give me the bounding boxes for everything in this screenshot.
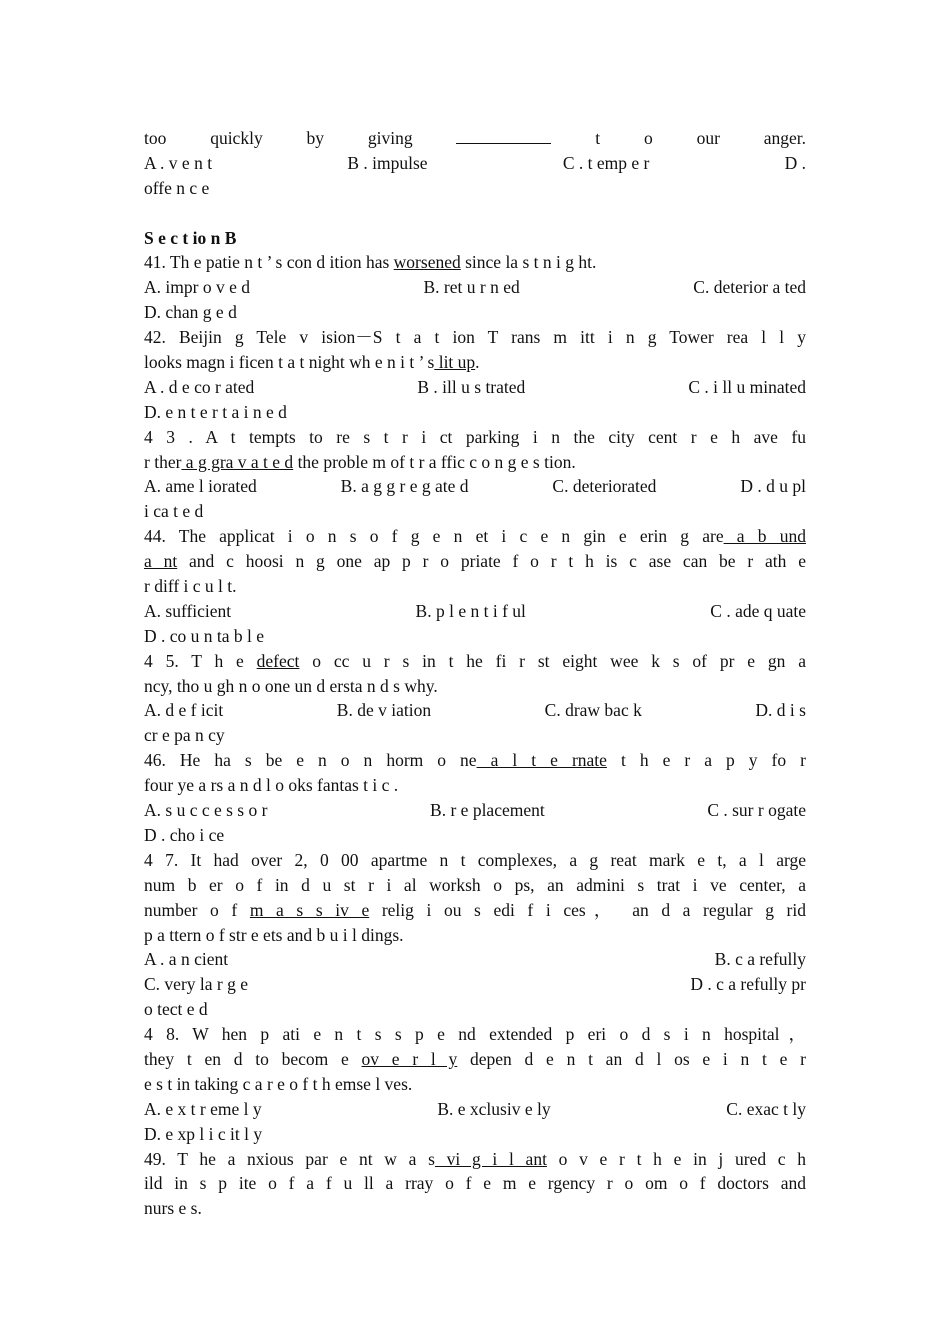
question-text: p a ttern o f str e ets and b u i l dings. xyxy=(144,924,404,945)
question-text: 4 3 . A t tempts to re s t r i ct parking i n the city cent r e h ave fu xyxy=(144,426,806,447)
underlined-target-word: lit up xyxy=(434,352,476,373)
answer-blank xyxy=(456,128,551,144)
question-q49 xyxy=(144,1147,806,1222)
option-tail: D. e xp l i c it l y xyxy=(144,1123,263,1144)
answer-option: A. s u c c e s s o r xyxy=(144,800,268,821)
answer-option: B. c a refully xyxy=(714,949,806,970)
answer-option: A . d e co r ated xyxy=(144,376,255,397)
question-text: e s t in taking c a r e o f t h emse l ves. xyxy=(144,1073,413,1094)
question-text-line xyxy=(144,1147,806,1172)
underlined-target-word: worsened xyxy=(393,252,461,273)
question-text: o v e r t h e in j ured c h xyxy=(546,1148,806,1169)
question-text: they t en d to becom e xyxy=(144,1048,362,1069)
question-text: and c hoosi n g one ap p r o priate f o r t h is c ase can be r ath e xyxy=(177,551,807,572)
options-row xyxy=(144,798,806,823)
question-text-line xyxy=(144,748,806,773)
question-list xyxy=(144,250,806,1221)
options-row xyxy=(144,275,806,300)
question-text: num b er o f in d u st r i al worksh o ps, an admini s trat i ve center, a xyxy=(144,874,806,895)
question-q48 xyxy=(144,1022,806,1146)
question-text-line xyxy=(144,350,806,375)
document-content xyxy=(144,126,806,1221)
answer-option: A. e x t r eme l y xyxy=(144,1098,262,1119)
carryover-stem xyxy=(144,126,806,151)
question-text-line xyxy=(144,1196,806,1221)
question-text: . xyxy=(475,352,480,373)
option-b: B . impulse xyxy=(347,152,428,173)
stem-text: too quickly by giving xyxy=(144,128,413,148)
answer-option: A. ame l iorated xyxy=(144,476,257,497)
question-q42 xyxy=(144,325,806,425)
option-a: A . v e n t xyxy=(144,152,213,173)
answer-option: B. ret u r n ed xyxy=(423,277,520,298)
answer-option: A. sufficient xyxy=(144,600,232,621)
question-text-line xyxy=(144,425,806,450)
answer-option: D . c a refully pr xyxy=(690,974,806,995)
question-text: 42. Beijin g Tele v ision－S t a t ion T rans m itt i n g Tower rea l l y xyxy=(144,327,806,348)
question-text: 49. T he a nxious par e nt w a s xyxy=(144,1148,435,1169)
option-tail: D . co u n ta b l e xyxy=(144,625,265,646)
question-q44 xyxy=(144,524,806,648)
question-text: 4 5. T h e xyxy=(144,650,257,671)
answer-option: A. d e f icit xyxy=(144,700,224,721)
answer-option: C . ade q uate xyxy=(710,600,806,621)
answer-option: D. d i s xyxy=(755,700,806,721)
question-text: since la s t n i g ht. xyxy=(460,252,597,273)
question-text-line xyxy=(144,549,806,574)
underlined-target-word: defect xyxy=(256,650,300,671)
option-tail: D. chan g e d xyxy=(144,302,237,323)
answer-option: B. a g g r e g ate d xyxy=(340,476,469,497)
underlined-target-word: ov e r l y xyxy=(361,1048,458,1069)
question-text: nurs e s. xyxy=(144,1198,202,1219)
question-text: ncy, tho u gh n o one un d ersta n d s why. xyxy=(144,675,438,696)
question-text-line xyxy=(144,1171,806,1196)
underlined-target-word: m a s s iv e xyxy=(249,899,370,920)
question-text-line xyxy=(144,848,806,873)
question-text-line xyxy=(144,773,806,798)
answer-option: B. de v iation xyxy=(336,700,432,721)
option-tail: cr e pa n cy xyxy=(144,725,225,746)
options-row xyxy=(144,599,806,624)
answer-option: C. very la r g e xyxy=(144,974,248,995)
underlined-target-word: vi g i l ant xyxy=(434,1148,547,1169)
question-text: depen d e n t an d l os e i n t e r xyxy=(457,1048,806,1069)
option-tail: D. e n t e r t a i n e d xyxy=(144,401,287,422)
answer-option: D . d u pl xyxy=(740,476,806,497)
answer-option: B . ill u s trated xyxy=(417,376,526,397)
question-q43 xyxy=(144,425,806,525)
question-q45 xyxy=(144,649,806,749)
option-tail: i ca t e d xyxy=(144,501,204,522)
options-row xyxy=(144,698,806,723)
carryover-options xyxy=(144,151,806,176)
question-text-line xyxy=(144,898,806,923)
options-row xyxy=(144,972,806,997)
question-text-line xyxy=(144,649,806,674)
question-text: relig i ou s edi f i ces， an d a regular g rid xyxy=(369,899,806,920)
question-text-line xyxy=(144,450,806,475)
question-text: number o f xyxy=(144,899,250,920)
question-text: 4 8. W hen p ati e n t s s p e nd extended p eri o d s i n hospital， xyxy=(144,1024,806,1045)
question-text: ild in s p ite o f a f u ll a rray o f e m e rgency r o om o f doctors and xyxy=(144,1173,806,1194)
question-text-line xyxy=(144,250,806,275)
question-text-line xyxy=(144,1072,806,1097)
question-q46 xyxy=(144,748,806,848)
answer-option: A. impr o v e d xyxy=(144,277,250,298)
option-c: C . t emp e r xyxy=(562,152,650,173)
underlined-target-word: a g gra v a t e d xyxy=(181,451,294,472)
spacer xyxy=(144,201,806,226)
question-text: r diff i c u l t. xyxy=(144,576,237,597)
underlined-target-word: a nt xyxy=(144,551,178,572)
answer-option: C. exac t ly xyxy=(726,1098,806,1119)
answer-option: C . i ll u minated xyxy=(688,376,806,397)
answer-option: C. draw bac k xyxy=(544,700,642,721)
stem-text: t o our anger. xyxy=(551,128,807,148)
question-text: 4 7. It had over 2, 0 00 apartme n t complexes, a g reat mark e t, a l arge xyxy=(144,849,806,870)
options-row xyxy=(144,1097,806,1122)
answer-option: B. p l e n t i f ul xyxy=(415,600,526,621)
option-tail: offe n c e xyxy=(144,177,210,198)
question-text-line xyxy=(144,325,806,350)
underlined-target-word: a l t e rnate xyxy=(476,750,607,771)
underlined-target-word: a b und xyxy=(723,526,806,547)
answer-option: A . a n cient xyxy=(144,949,229,970)
question-text: 44. The applicat i o n s o f g e n et i c e n gin e erin g are xyxy=(144,526,724,547)
option-tail: D . cho i ce xyxy=(144,824,225,845)
question-text: four ye a rs a n d l o oks fantas t i c . xyxy=(144,775,399,796)
option-tail: o tect e d xyxy=(144,999,208,1020)
question-q41 xyxy=(144,250,806,325)
options-row xyxy=(144,947,806,972)
question-text: t h e r a p y fo r xyxy=(606,750,806,771)
question-text: the proble m of t r a ffic c o n g e s tion. xyxy=(293,451,576,472)
question-text-line xyxy=(144,923,806,948)
answer-option: C. deteriorated xyxy=(552,476,657,497)
question-text-line xyxy=(144,524,806,549)
answer-option: B. r e placement xyxy=(430,800,545,821)
question-text-line xyxy=(144,1047,806,1072)
option-d: D . xyxy=(784,152,806,173)
answer-option: C. deterior a ted xyxy=(693,277,806,298)
question-text: o cc u r s in t he fi r st eight wee k s of pr e gn a xyxy=(299,650,806,671)
question-q47 xyxy=(144,848,806,1022)
question-text-line xyxy=(144,674,806,699)
answer-option: B. e xclusiv e ly xyxy=(437,1098,551,1119)
question-text: r ther xyxy=(144,451,182,472)
answer-option: C . sur r ogate xyxy=(707,800,806,821)
options-row xyxy=(144,375,806,400)
question-text: 41. Th e patie n t ’ s con d ition has xyxy=(144,252,394,273)
options-row xyxy=(144,474,806,499)
question-text: looks magn i ficen t a t night wh e n i t ’ s xyxy=(144,352,435,373)
question-text-line xyxy=(144,574,806,599)
question-text-line xyxy=(144,873,806,898)
question-text: 46. He ha s be e n o n horm o ne xyxy=(144,750,477,771)
section-title: S e c t io n B xyxy=(144,227,237,248)
question-text-line xyxy=(144,1022,806,1047)
